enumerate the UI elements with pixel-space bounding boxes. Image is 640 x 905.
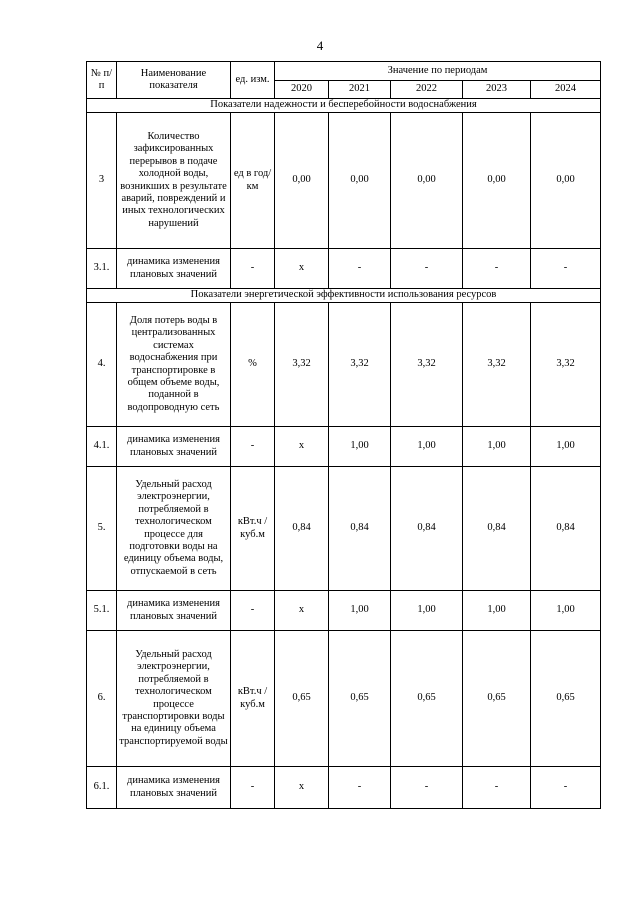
row-name: динамика изменения плановых значений bbox=[117, 427, 231, 467]
row-value: 3,32 bbox=[329, 303, 391, 427]
header-row bbox=[87, 62, 601, 81]
row-value: 0,00 bbox=[275, 113, 329, 249]
table-row bbox=[87, 591, 601, 631]
row-unit: - bbox=[231, 591, 275, 631]
row-unit: ед в год/ км bbox=[231, 113, 275, 249]
header-num: № п/п bbox=[87, 62, 117, 99]
header-year: 2023 bbox=[463, 81, 531, 99]
section-row bbox=[87, 289, 601, 303]
row-num: 6.1. bbox=[87, 767, 117, 809]
row-value: 1,00 bbox=[531, 427, 601, 467]
section-title: Показатели надежности и бесперебойности водоснабжения bbox=[87, 99, 601, 113]
table-row bbox=[87, 427, 601, 467]
page-number: 4 bbox=[316, 38, 324, 53]
row-value: 1,00 bbox=[329, 591, 391, 631]
row-value: - bbox=[531, 767, 601, 809]
row-unit: - bbox=[231, 427, 275, 467]
table-row bbox=[87, 767, 601, 809]
row-num: 5.1. bbox=[87, 591, 117, 631]
row-num: 6. bbox=[87, 631, 117, 767]
row-value: 1,00 bbox=[391, 427, 463, 467]
row-name: Количество зафиксированных перерывов в подаче холодной воды, возникших в результате аварий, повреждений и иных технологических нарушений bbox=[117, 113, 231, 249]
row-num: 4. bbox=[87, 303, 117, 427]
header-year: 2024 bbox=[531, 81, 601, 99]
row-value: - bbox=[463, 249, 531, 289]
row-value: 3,32 bbox=[531, 303, 601, 427]
row-value: 0,65 bbox=[391, 631, 463, 767]
header-unit: ед. изм. bbox=[231, 62, 275, 99]
row-name: динамика изменения плановых значений bbox=[117, 767, 231, 809]
row-name: динамика изменения плановых значений bbox=[117, 249, 231, 289]
row-value: 0,00 bbox=[531, 113, 601, 249]
row-value: 1,00 bbox=[391, 591, 463, 631]
row-value: 0,84 bbox=[275, 467, 329, 591]
row-value: 1,00 bbox=[463, 591, 531, 631]
row-value: 0,84 bbox=[463, 467, 531, 591]
section-row bbox=[87, 99, 601, 113]
header-year: 2022 bbox=[391, 81, 463, 99]
row-num: 3 bbox=[87, 113, 117, 249]
row-value: 0,65 bbox=[329, 631, 391, 767]
row-name: динамика изменения плановых значений bbox=[117, 591, 231, 631]
row-value: 3,32 bbox=[275, 303, 329, 427]
header-periods-title: Значение по периодам bbox=[275, 62, 601, 81]
row-value: x bbox=[275, 249, 329, 289]
row-value: - bbox=[531, 249, 601, 289]
row-name: Удельный расход электроэнергии, потребляемой в технологическом процессе транспортировки воды на единицу объема транспортируемой воды bbox=[117, 631, 231, 767]
row-value: 3,32 bbox=[463, 303, 531, 427]
indicators-table bbox=[86, 61, 601, 809]
header-year: 2021 bbox=[329, 81, 391, 99]
row-value: - bbox=[463, 767, 531, 809]
table-row bbox=[87, 467, 601, 591]
header-name: Наименование показателя bbox=[117, 62, 231, 99]
row-value: 1,00 bbox=[531, 591, 601, 631]
table-row bbox=[87, 631, 601, 767]
row-value: 0,65 bbox=[463, 631, 531, 767]
row-num: 4.1. bbox=[87, 427, 117, 467]
table-row bbox=[87, 249, 601, 289]
row-value: - bbox=[329, 249, 391, 289]
header-year: 2020 bbox=[275, 81, 329, 99]
row-value: 0,00 bbox=[329, 113, 391, 249]
row-value: x bbox=[275, 427, 329, 467]
row-unit: % bbox=[231, 303, 275, 427]
row-name: Удельный расход электроэнергии, потребляемой в технологическом процессе для подготовки воды на единицу объема воды, отпускаемой в сеть bbox=[117, 467, 231, 591]
row-value: - bbox=[391, 767, 463, 809]
row-unit: кВт.ч / куб.м bbox=[231, 631, 275, 767]
section-title: Показатели энергетической эффективности использования ресурсов bbox=[87, 289, 601, 303]
row-unit: кВт.ч / куб.м bbox=[231, 467, 275, 591]
table-row bbox=[87, 113, 601, 249]
row-unit: - bbox=[231, 767, 275, 809]
row-num: 5. bbox=[87, 467, 117, 591]
row-unit: - bbox=[231, 249, 275, 289]
row-value: 1,00 bbox=[329, 427, 391, 467]
row-value: 0,84 bbox=[531, 467, 601, 591]
row-value: 0,65 bbox=[531, 631, 601, 767]
row-value: 1,00 bbox=[463, 427, 531, 467]
row-value: - bbox=[329, 767, 391, 809]
table-row bbox=[87, 303, 601, 427]
row-value: 0,00 bbox=[391, 113, 463, 249]
row-value: - bbox=[391, 249, 463, 289]
row-num: 3.1. bbox=[87, 249, 117, 289]
row-value: 0,84 bbox=[329, 467, 391, 591]
row-value: 3,32 bbox=[391, 303, 463, 427]
row-name: Доля потерь воды в централизованных системах водоснабжения при транспортировке в общем объеме воды, поданной в водопроводную сеть bbox=[117, 303, 231, 427]
row-value: 0,65 bbox=[275, 631, 329, 767]
row-value: x bbox=[275, 767, 329, 809]
row-value: x bbox=[275, 591, 329, 631]
row-value: 0,84 bbox=[391, 467, 463, 591]
row-value: 0,00 bbox=[463, 113, 531, 249]
